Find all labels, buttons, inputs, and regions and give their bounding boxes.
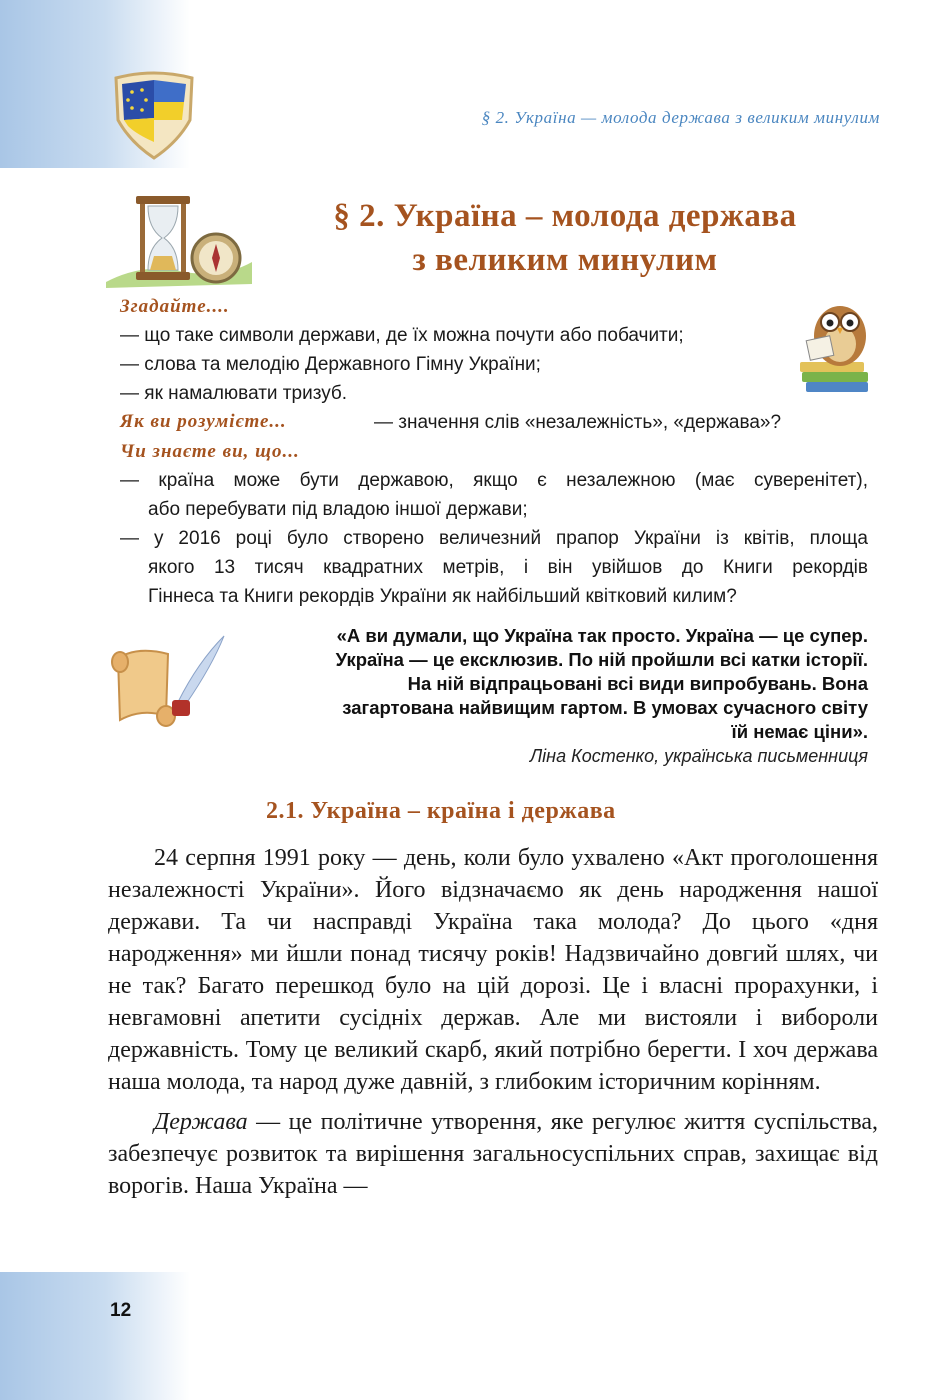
know-item-1-line-1: — країна може бути державою, якщо є незалежною (має суверенітет), (120, 470, 868, 491)
understand-heading: Як ви розумієте... (120, 411, 287, 432)
section-body (108, 842, 878, 1202)
bottom-corner-decoration (0, 1272, 190, 1400)
recall-item: — що таке символи держави, де їх можна почути або побачити; (120, 325, 684, 346)
quote-line: їй немає ціни». (731, 721, 868, 742)
paragraph-text: — це політичне утворення, яке регулює життя суспільства, забезпечує розвиток та вирішення загальносуспільних справ, захищає від ворогів. Наша Україна — (108, 1109, 878, 1199)
know-item-2-line-3: Гіннеса та Книги рекордів України як найбільший квітковий килим? (148, 586, 737, 607)
know-heading: Чи знаєте ви, що... (120, 441, 300, 462)
recall-heading: Згадайте.... (120, 296, 230, 317)
quote-line: «А ви думали, що Україна так просто. Україна — це супер. (336, 625, 868, 646)
title-line-1: § 2. Україна – молода держава (333, 198, 797, 234)
section-title: 2.1. Україна – країна і держава (266, 798, 616, 824)
scroll-quill-icon (108, 632, 226, 732)
quote-author: Ліна Костенко, українська письменниця (529, 746, 868, 766)
paragraph (108, 1106, 878, 1202)
quote-line: загартована найвищим гартом. В умовах сучасного світу (342, 697, 868, 718)
quote-line: На ній відпрацьовані всі види випробувань. Вона (407, 673, 868, 694)
paragraph: 24 серпня 1991 року — день, коли було ухвалено «Акт проголошення незалежності України». Його відзначаємо як день народження нашої держави. Та чи насправді Україна така молода? До цього «дня народження» ми йшли понад тисячу років! Надзвичайно довгий шлях, чи не так? Багато перешкод було на цій дорозі. Це і власні прорахунки, і невгамовні апетити сусідніх держав. Але ми вистояли і вибороли державність. Тому це великий скарб, який потрібно берегти. І хоч держава наша молода, та народ дуже давній, з глибоким історичним корінням. (108, 845, 878, 1095)
recall-item: — як намалювати тризуб. (120, 383, 348, 404)
page-number: 12 (110, 1300, 132, 1321)
title-line-2: з великим минулим (412, 242, 718, 278)
emblem-shield-icon (108, 68, 200, 160)
reading-owl-icon (796, 298, 876, 398)
understand-text: — значення слів «незалежність», «держава»? (374, 412, 782, 433)
recall-item: — слова та мелодію Державного Гімну України; (120, 354, 541, 375)
quote-block (230, 624, 868, 744)
term-highlight: Держава (154, 1109, 248, 1135)
know-item-2-line-1: — у 2016 році було створено величезний прапор України із квітів, площа (120, 528, 868, 549)
page-title (270, 194, 860, 282)
know-item-1-line-2: або перебувати під владою іншої держави; (148, 499, 528, 520)
hourglass-compass-icon (104, 192, 254, 290)
running-header: § 2. Україна — молода держава з великим минулим (481, 108, 880, 127)
know-item-2-line-2: якого 13 тисяч квадратних метрів, і він увійшов до Книги рекордів (148, 557, 868, 578)
quote-line: Україна — це ексклюзив. По ній пройшли всі катки історії. (335, 649, 868, 670)
